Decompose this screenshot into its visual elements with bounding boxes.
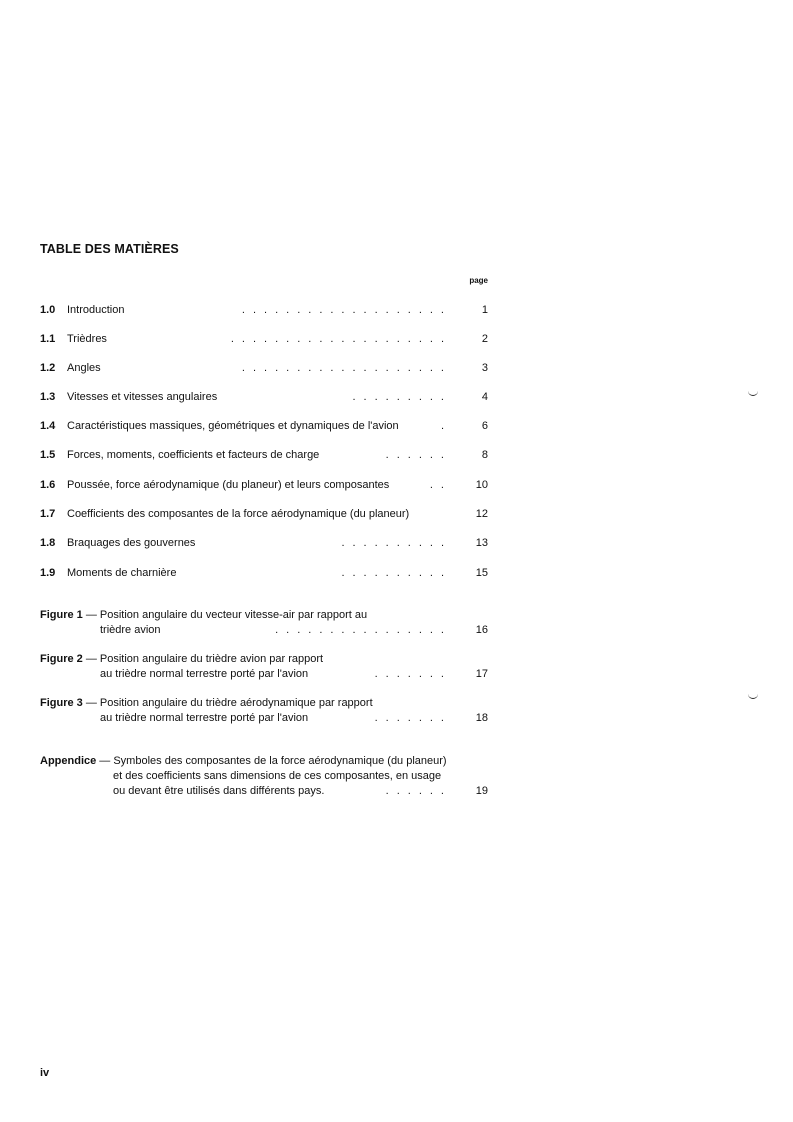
appendix-caption-line: ou devant être utilisés dans différents pays.	[113, 785, 325, 797]
footer-page-number: iv	[40, 1067, 50, 1079]
toc-entry-title: Caractéristiques massiques, géométriques et dynamiques de l'avion	[67, 420, 399, 432]
page-title: TABLE DES MATIÈRES	[40, 242, 179, 256]
toc-entry-title: Vitesses et vitesses angulaires	[67, 391, 218, 403]
toc-appendix-entry	[40, 754, 488, 799]
toc-entry-title: Moments de charnière	[67, 567, 177, 579]
toc-leader-dots: .........	[352, 391, 452, 403]
scan-margin-mark	[748, 693, 758, 699]
toc-leader-dots: ......	[385, 449, 452, 461]
figure-caption-line: — Position angulaire du vecteur vitesse-air par rapport au	[82, 609, 368, 621]
toc-leader-dots: .	[440, 420, 452, 432]
toc-entry-number: 1.8	[40, 537, 56, 549]
toc-entry-title: Braquages des gouvernes	[67, 537, 196, 549]
toc-entry-number: 1.3	[40, 391, 56, 403]
toc-leader-dots: ................	[275, 624, 452, 636]
toc-entry	[40, 477, 488, 493]
toc-entry-number: 1.4	[40, 420, 56, 432]
toc-leader-dots: .......	[374, 712, 452, 724]
toc-leader-dots: ...................	[241, 362, 452, 374]
toc-entry-page: 10	[475, 479, 488, 491]
toc-leader-dots: ..	[429, 479, 452, 491]
toc-entry-title: Coefficients des composantes de la force aérodynamique (du planeur)	[67, 508, 410, 520]
page-column-header: page	[469, 276, 488, 285]
toc-entry-page: 12	[475, 508, 488, 520]
toc-entry	[40, 389, 488, 405]
toc-entry-title: Angles	[67, 362, 101, 374]
toc-entry-number: 1.1	[40, 333, 56, 345]
toc-entry-title: Introduction	[67, 304, 125, 316]
figure-label: Figure 2	[40, 653, 83, 665]
toc-figure-entry	[40, 696, 488, 726]
toc-entry	[40, 331, 488, 347]
toc-entry	[40, 506, 488, 522]
toc-leader-dots: .......	[374, 668, 452, 680]
figure-caption-line: — Position angulaire du trièdre aérodynamique par rapport	[82, 697, 373, 709]
toc-entry-page: 6	[481, 420, 488, 432]
figure-label: Figure 3	[40, 697, 83, 709]
toc-leader-dots: ..........	[341, 567, 452, 579]
figure-caption-line: au trièdre normal terrestre porté par l'avion	[100, 712, 309, 724]
toc-entry-number: 1.7	[40, 508, 56, 520]
toc-entry	[40, 360, 488, 376]
toc-entry-number: 1.9	[40, 567, 56, 579]
toc-entry-page: 2	[481, 333, 488, 345]
toc-entry-page: 17	[475, 668, 488, 680]
toc-entry-page: 18	[475, 712, 488, 724]
toc-entry-page: 3	[481, 362, 488, 374]
figure-caption-line: trièdre avion	[100, 624, 161, 636]
toc-entry	[40, 447, 488, 463]
toc-leader-dots: ......	[385, 785, 452, 797]
toc-entry-page: 16	[475, 624, 488, 636]
toc-entry	[40, 535, 488, 551]
toc-leader-dots: ..........	[341, 537, 452, 549]
scan-margin-mark	[748, 390, 758, 396]
toc-entry-title: Trièdres	[67, 333, 107, 345]
toc-leader-dots: ....................	[230, 333, 452, 345]
appendix-label: Appendice	[40, 755, 97, 767]
toc-entry-page: 1	[481, 304, 488, 316]
toc-entry	[40, 565, 488, 581]
toc-entry-page: 19	[475, 785, 488, 797]
toc-entry-number: 1.6	[40, 479, 56, 491]
toc-leader-dots: ...................	[241, 304, 452, 316]
toc-entry-page: 13	[475, 537, 488, 549]
toc-figure-entry	[40, 652, 488, 682]
figure-label: Figure 1	[40, 609, 83, 621]
toc-entry-page: 8	[481, 449, 488, 461]
toc-entry	[40, 302, 488, 318]
toc-entry-number: 1.2	[40, 362, 56, 374]
appendix-caption-line: et des coefficients sans dimensions de ces composantes, en usage	[113, 770, 442, 782]
toc-entry-page: 15	[475, 567, 488, 579]
toc-entry	[40, 418, 488, 434]
toc-entry-title: Poussée, force aérodynamique (du planeur) et leurs composantes	[67, 479, 390, 491]
toc-figure-entry	[40, 608, 488, 638]
appendix-caption-line: — Symboles des composantes de la force aérodynamique (du planeur)	[96, 755, 447, 767]
toc-entry-number: 1.5	[40, 449, 56, 461]
toc-entry-page: 4	[481, 391, 488, 403]
toc-entry-title: Forces, moments, coefficients et facteurs de charge	[67, 449, 320, 461]
toc-entry-number: 1.0	[40, 304, 56, 316]
figure-caption-line: au trièdre normal terrestre porté par l'avion	[100, 668, 309, 680]
figure-caption-line: — Position angulaire du trièdre avion par rapport	[82, 653, 324, 665]
